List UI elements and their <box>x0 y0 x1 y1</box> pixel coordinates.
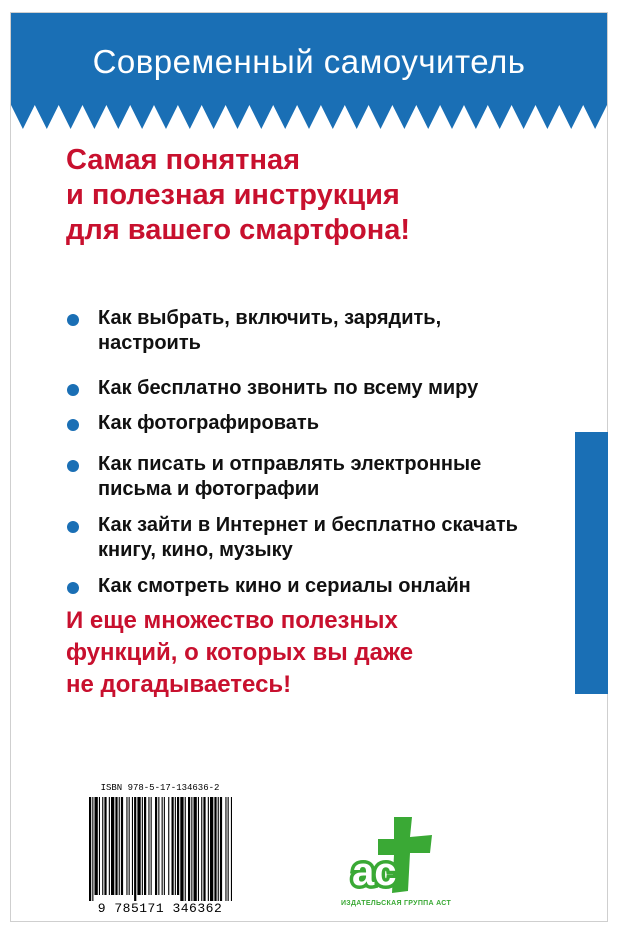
feature-line: книгу, кино, музыку <box>98 539 293 561</box>
feature-text <box>98 574 518 599</box>
closing-line: функций, о которых вы даже <box>66 639 414 666</box>
bullet-dot-icon <box>67 384 79 396</box>
feature-item <box>66 306 518 356</box>
headline-line: Самая понятная <box>66 144 301 176</box>
barcode-digits: 9 785171 346362 <box>97 901 223 916</box>
closing-line: не догадываетесь! <box>66 671 292 698</box>
feature-item <box>66 513 518 563</box>
feature-line: настроить <box>98 332 201 354</box>
bullet-dot-icon <box>67 521 79 533</box>
feature-line: Как фотографировать <box>98 412 319 434</box>
closing-text <box>66 605 413 701</box>
feature-text <box>98 513 518 563</box>
series-title: Современный самоучитель <box>92 43 526 80</box>
bullet-dot-icon <box>67 460 79 472</box>
series-banner <box>11 13 607 133</box>
spine-tab <box>575 432 608 694</box>
feature-text <box>98 306 518 356</box>
feature-item <box>66 376 518 401</box>
headline <box>66 143 410 248</box>
feature-line: Как зайти в Интернет и бесплатно скачать <box>98 514 518 536</box>
feature-text <box>98 452 518 502</box>
closing-line: И еще множество полезных <box>66 607 398 634</box>
feature-text <box>98 411 518 436</box>
bullet-dot-icon <box>67 314 79 326</box>
headline-line: и полезная инструкция <box>66 179 400 211</box>
logo-text: ас <box>352 850 397 894</box>
publisher-block <box>316 813 476 915</box>
bullet-dot-icon <box>67 582 79 594</box>
barcode-block <box>86 783 234 920</box>
headline-line: для вашего смартфона! <box>66 214 411 246</box>
publisher-name: ИЗДАТЕЛЬСКАЯ ГРУППА АСТ <box>340 900 452 907</box>
bullet-dot-icon <box>67 419 79 431</box>
feature-item <box>66 574 518 599</box>
feature-item <box>66 452 518 502</box>
feature-text <box>98 376 518 401</box>
ast-cross-logo-icon <box>344 813 444 897</box>
feature-line: Как писать и отправлять электронные <box>98 453 482 475</box>
feature-line: Как выбрать, включить, зарядить, <box>98 307 442 329</box>
isbn-label: ISBN 978-5-17-134636-2 <box>100 783 220 793</box>
feature-line: Как бесплатно звонить по всему миру <box>98 377 479 399</box>
feature-line: Как смотреть кино и сериалы онлайн <box>98 575 471 597</box>
barcode-icon <box>86 797 234 901</box>
feature-list <box>66 306 518 599</box>
feature-line: письма и фотографии <box>98 478 320 500</box>
feature-item <box>66 411 518 436</box>
